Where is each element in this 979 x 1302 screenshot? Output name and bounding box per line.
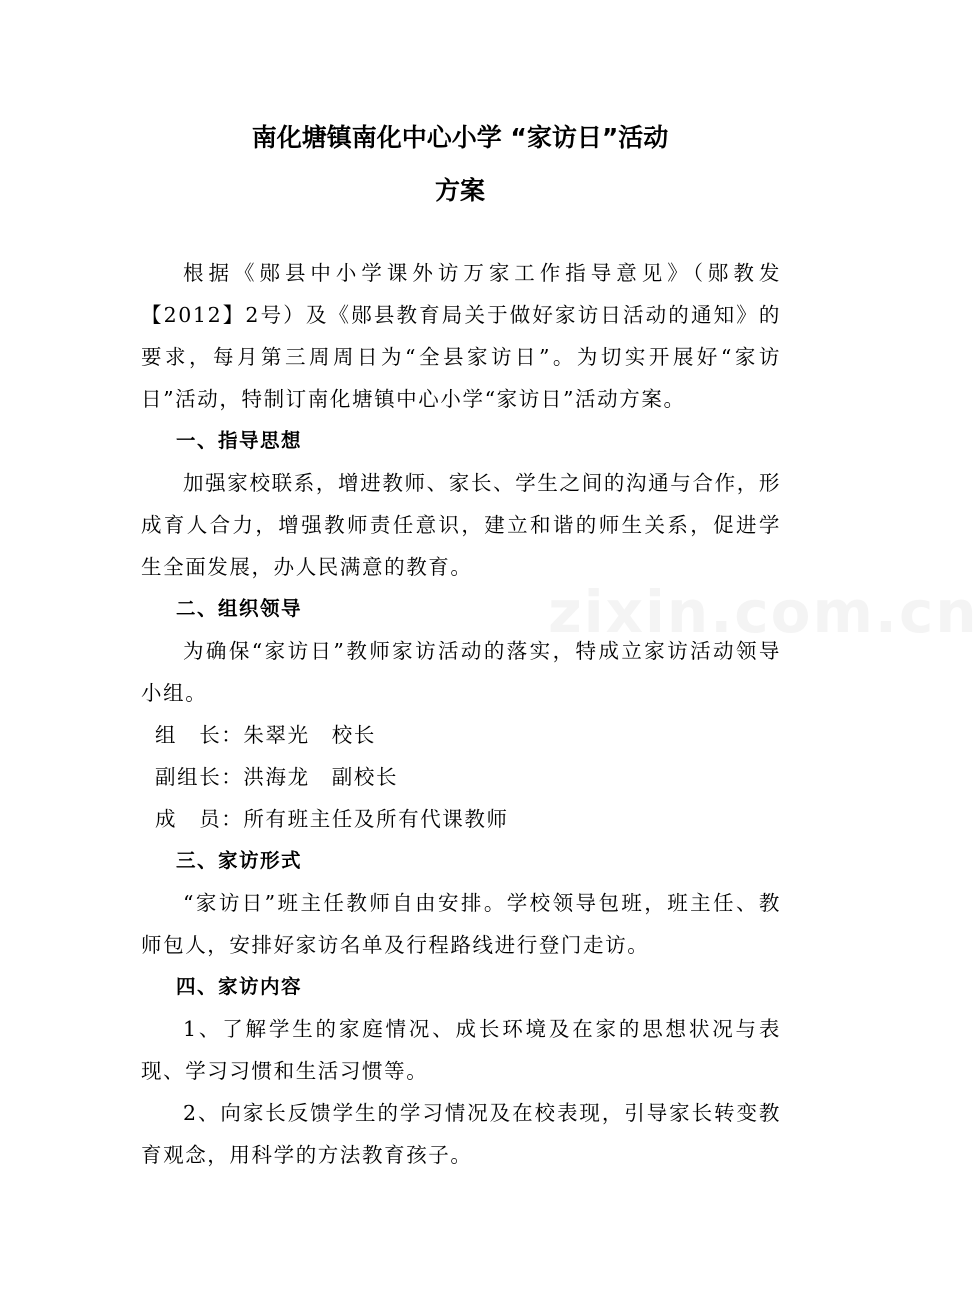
member-members: 成 员：所有班主任及所有代课教师	[155, 807, 509, 831]
document-title-line2: 方案	[434, 176, 485, 205]
section-body-visit-form: “家访日”班主任教师自由安排。学校领导包班，班主任、教师包人，安排好家访名单及行程路线进行登门走访。	[141, 891, 781, 957]
member-leader: 组 长：朱翠光 校长	[155, 723, 376, 747]
visit-content-item-1: 1、了解学生的家庭情况、成长环境及在家的思想状况与表现、学习习惯和生活习惯等。	[141, 1017, 781, 1083]
section-heading-guiding-idea: 一、指导思想	[176, 429, 303, 452]
section-heading-visit-form: 三、家访形式	[176, 849, 303, 872]
section-heading-organization: 二、组织领导	[176, 597, 303, 620]
section-body-organization: 为确保“家访日”教师家访活动的落实，特成立家访活动领导小组。	[141, 639, 781, 705]
intro-paragraph: 根据《郧县中小学课外访万家工作指导意见》（郧教发【2012】2号）及《郧县教育局关于做好家访日活动的通知》的要求，每月第三周周日为“全县家访日”。为切实开展好“家访日”活动，特制订南化塘镇中心小学“家访日”活动方案。	[141, 261, 781, 411]
member-deputy-leader: 副组长：洪海龙 副校长	[155, 765, 399, 789]
visit-content-item-2: 2、向家长反馈学生的学习情况及在校表现，引导家长转变教育观念，用科学的方法教育孩子。	[141, 1101, 781, 1167]
document-title: 南化塘镇南化中心小学 “家访日”活动	[251, 123, 669, 152]
section-body-guiding-idea: 加强家校联系，增进教师、家长、学生之间的沟通与合作，形成育人合力，增强教师责任意识，建立和谐的师生关系，促进学生全面发展，办人民满意的教育。	[141, 471, 781, 579]
watermark: zixin.com.cn	[548, 578, 979, 646]
section-heading-visit-content: 四、家访内容	[176, 975, 303, 998]
